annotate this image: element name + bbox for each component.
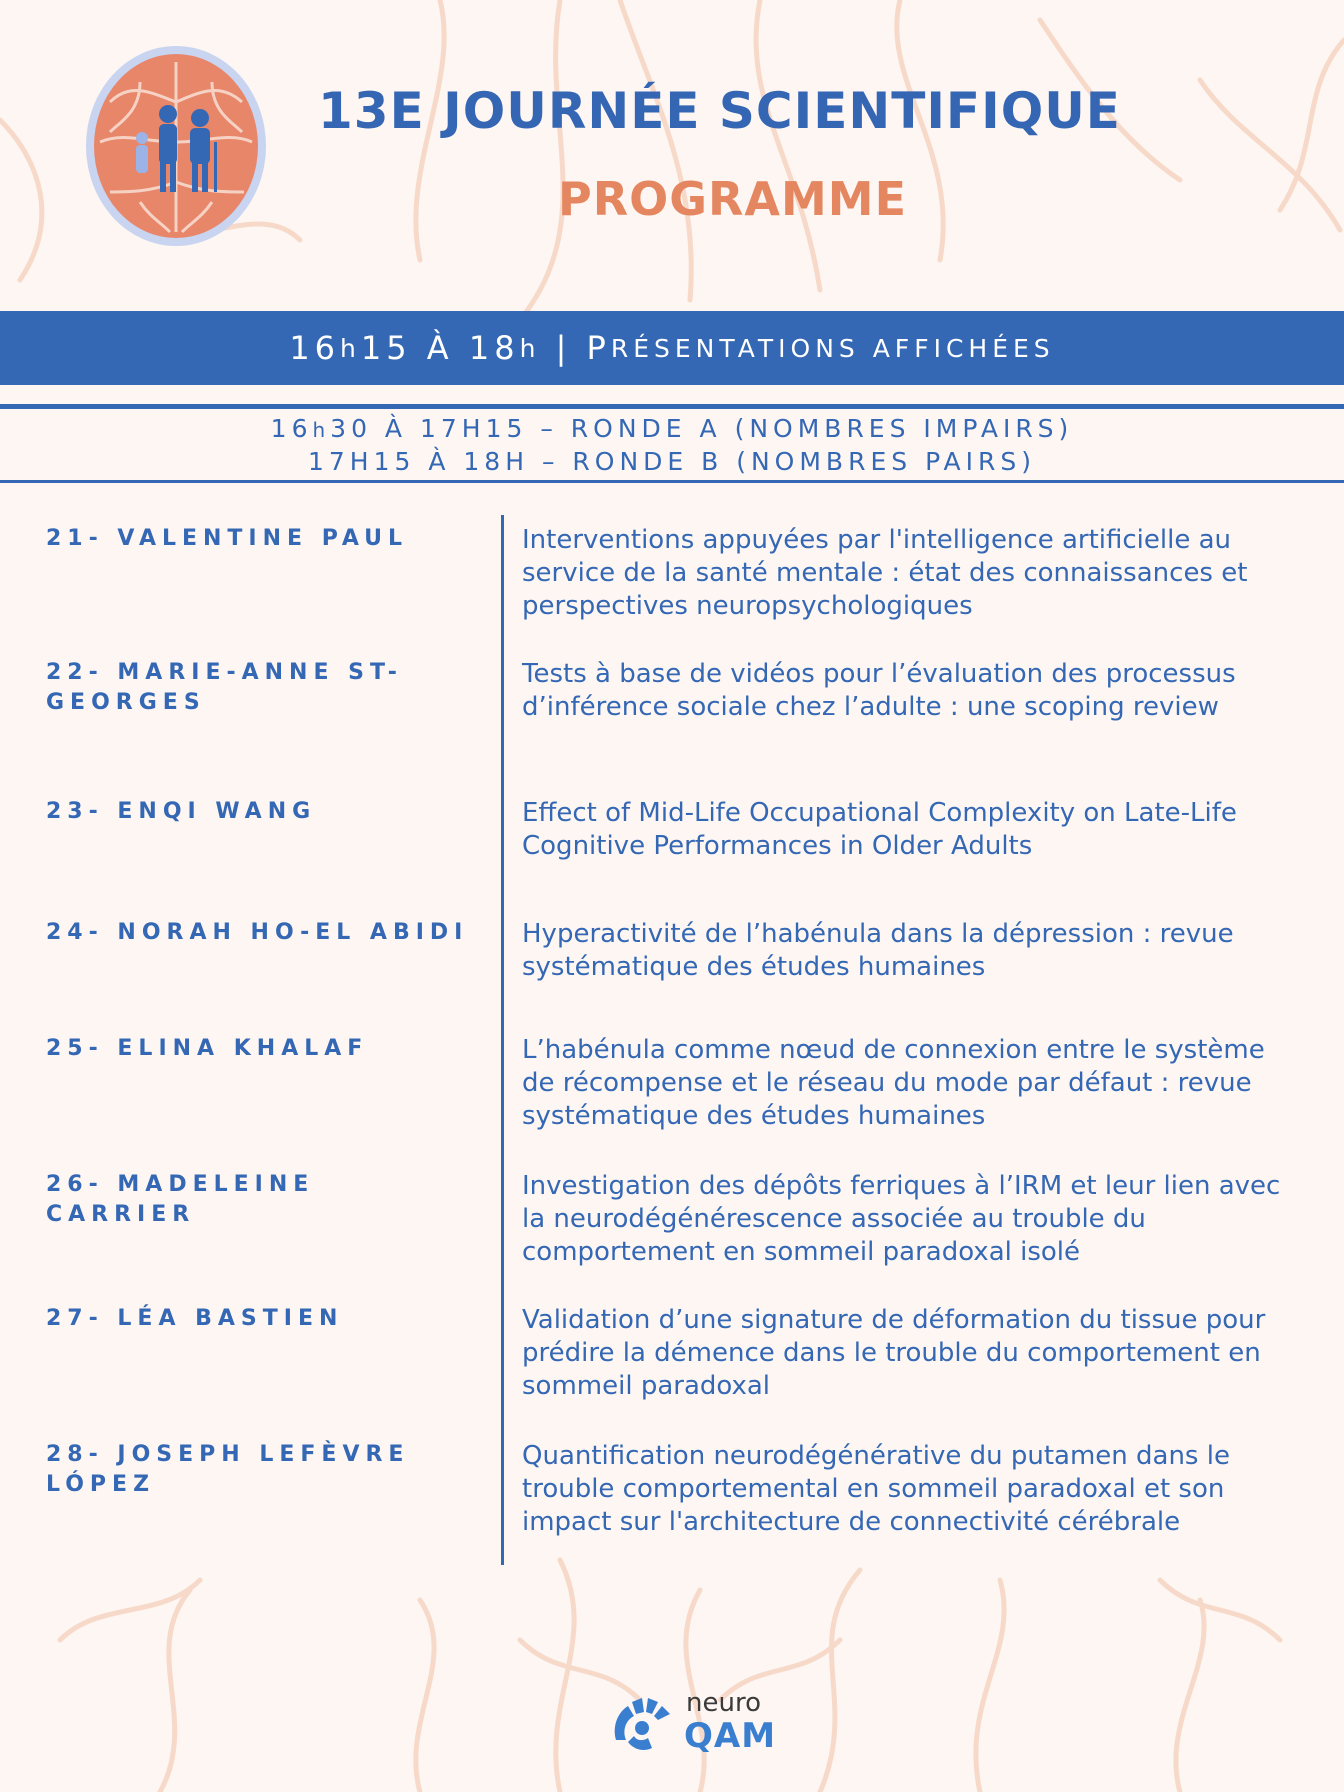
ronde-a-start: 16 xyxy=(270,414,313,443)
ronde-b-line: 17H15 À 18H – RONDE B (NOMBRES PAIRS) xyxy=(307,447,1037,476)
presentation-title: L’habénula comme nœud de connexion entre le système de récompense et le réseau du mode par défaut : revue systématique des études humaines xyxy=(522,1035,1265,1131)
presentation-title: Quantification neurodégénérative du putamen dans le trouble comportemental en sommeil paradoxal et son impact sur l'architecture de connectivité cérébrale xyxy=(522,1441,1230,1537)
band-time-start: 16 xyxy=(289,329,341,367)
ronde-a-line xyxy=(0,413,1344,446)
speaker-name: 25- ELINA KHALAF xyxy=(46,1036,369,1061)
presentation-title: Validation d’une signature de déformation du tissue pour prédire la démence dans le trouble du comportement en sommeil paradoxal xyxy=(522,1305,1266,1401)
session-band xyxy=(0,311,1344,385)
presentation-title: Investigation des dépôts ferriques à l’IRM et leur lien avec la neurodégénérescence associée au trouble du comportement en sommeil paradoxal isolé xyxy=(522,1171,1281,1267)
footer-brand-qam: QAM xyxy=(684,1716,777,1756)
speaker-name: 22- MARIE-ANNE ST-GEORGES xyxy=(46,660,403,715)
ronde-a-h: h xyxy=(312,418,331,442)
rondes-rule-bottom xyxy=(0,480,1344,483)
band-label-cap: P xyxy=(586,329,611,367)
speaker-name: 28- JOSEPH LEFÈVRE LÓPEZ xyxy=(46,1442,410,1497)
rondes-rule-top xyxy=(0,404,1344,409)
rondes-schedule xyxy=(0,413,1344,478)
footer-brand-neuro: neuro xyxy=(686,1688,761,1718)
presentation-title: Interventions appuyées par l'intelligence artificielle au service de la santé mentale : état des connaissances et perspectives neuropsychologiques xyxy=(522,525,1248,621)
program-subtitle: PROGRAMME xyxy=(558,172,907,226)
column-divider xyxy=(501,515,504,1565)
speaker-name: 26- MADELEINE CARRIER xyxy=(46,1172,315,1227)
presentation-title: Effect of Mid-Life Occupational Complexity on Late-Life Cognitive Performances in Older Adults xyxy=(522,798,1237,861)
speaker-name: 24- NORAH HO-EL ABIDI xyxy=(46,920,469,945)
presentation-title: Hyperactivité de l’habénula dans la dépression : revue systématique des études humaines xyxy=(522,919,1234,982)
speaker-name: 21- VALENTINE PAUL xyxy=(46,526,409,551)
ronde-a-rest: 30 À 17H15 – RONDE A (NOMBRES IMPAIRS) xyxy=(330,414,1074,443)
band-separator: | xyxy=(555,329,572,367)
presentation-title: Tests à base de vidéos pour l’évaluation des processus d’inférence sociale chez l’adulte : une scoping review xyxy=(522,659,1236,722)
brain-logo-icon xyxy=(80,42,272,250)
speaker-name: 23- ENQI WANG xyxy=(46,799,317,824)
band-time-mid: 15 À 18 xyxy=(360,329,520,367)
neuroqam-logo-icon xyxy=(608,1690,680,1762)
band-time-h2: h xyxy=(519,333,541,363)
band-time-h1: h xyxy=(340,333,361,363)
event-title: 13E JOURNÉE SCIENTIFIQUE xyxy=(318,82,1121,140)
speaker-name: 27- LÉA BASTIEN xyxy=(46,1306,344,1331)
band-label-rest: RÉSENTATIONS AFFICHÉES xyxy=(610,333,1055,363)
